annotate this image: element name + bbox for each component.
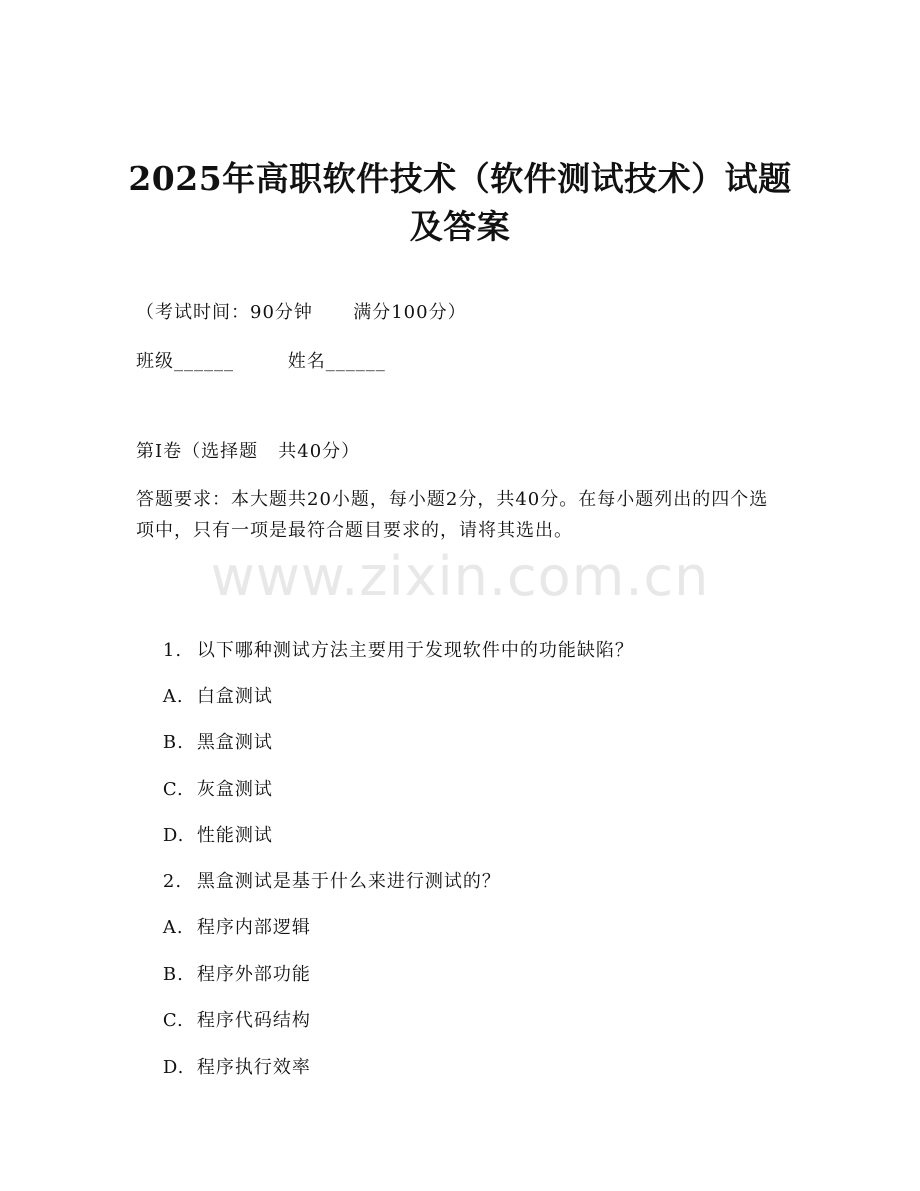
class-name-line: 班级______ 姓名______: [136, 351, 386, 372]
option-text: 黑盒测试: [196, 732, 273, 753]
question-number: 1.: [162, 640, 183, 661]
option-letter: B.: [162, 732, 184, 753]
document-title-line-1: 2025年高职软件技术（软件测试技术）试题: [128, 159, 792, 198]
section-title: 第I卷（选择题 共40分）: [136, 441, 361, 462]
option-letter: D.: [162, 1057, 185, 1078]
question-text: 以下哪种测试方法主要用于发现软件中的功能缺陷？: [196, 640, 634, 661]
exam-info: （考试时间：90分钟 满分100分）: [136, 302, 467, 323]
option-text: 性能测试: [196, 825, 273, 846]
option-letter: A.: [162, 686, 184, 707]
option-text: 程序代码结构: [196, 1010, 311, 1031]
question-number: 2.: [162, 871, 183, 892]
option-text: 程序外部功能: [196, 964, 311, 985]
option-letter: C.: [162, 779, 184, 800]
option-text: 程序执行效率: [196, 1057, 311, 1078]
option-letter: B.: [162, 964, 184, 985]
option-letter: C.: [162, 1010, 184, 1031]
option-text: 白盒测试: [196, 686, 273, 707]
question-text: 黑盒测试是基于什么来进行测试的？: [196, 871, 501, 892]
watermark: www.zixin.com.cn: [210, 545, 710, 608]
option-text: 灰盒测试: [196, 779, 273, 800]
option-text: 程序内部逻辑: [196, 917, 311, 938]
document-title-line-2: 及答案: [409, 207, 511, 246]
question-2-option-d: [136, 1029, 311, 1107]
option-letter: D.: [162, 825, 185, 846]
instructions: 答题要求：本大题共20小题，每小题2分，共40分。在每小题列出的四个选项中，只有一项是最符合题目要求的，请将其选出。: [136, 489, 769, 541]
option-letter: A.: [162, 917, 184, 938]
